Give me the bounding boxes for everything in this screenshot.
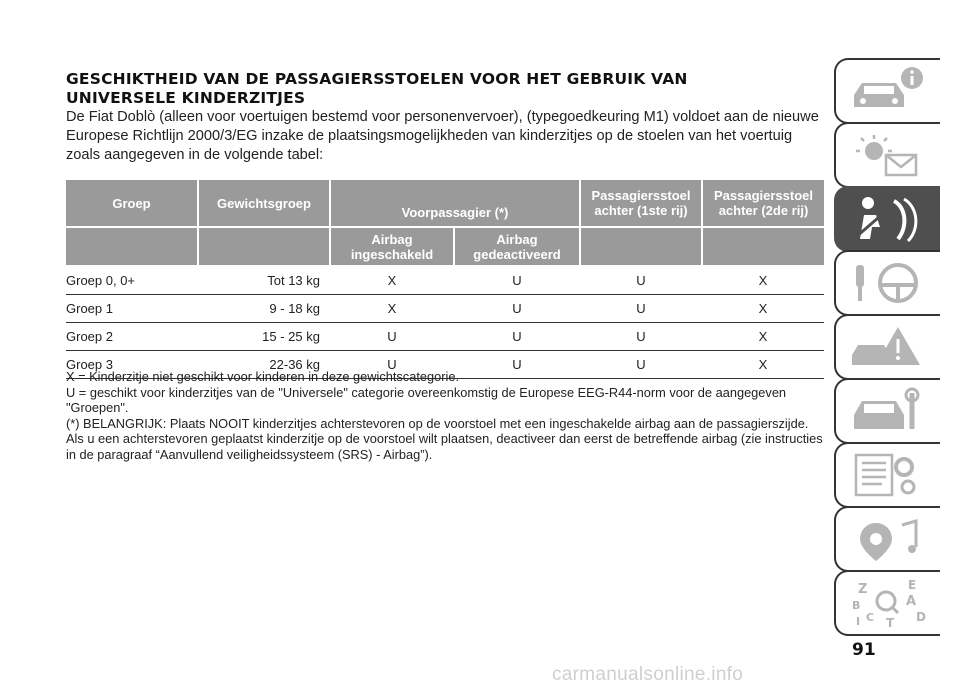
specs-gear-icon bbox=[846, 449, 930, 501]
cell-airbag-off: U bbox=[454, 323, 580, 351]
index-letter: B bbox=[852, 599, 861, 612]
header-airbag-gedeactiveerd: Airbag gedeactiveerd bbox=[454, 227, 580, 266]
tab-technical-data[interactable] bbox=[834, 442, 940, 508]
subheader-empty bbox=[198, 227, 330, 266]
tab-starting-driving[interactable] bbox=[834, 250, 940, 316]
table-row bbox=[66, 323, 824, 351]
cell-gewicht: 15 - 25 kg bbox=[198, 323, 330, 351]
steering-key-icon bbox=[846, 257, 930, 309]
tab-lights-messages[interactable] bbox=[834, 122, 940, 188]
header-rear-row1: Passagiersstoel achter (1ste rij) bbox=[580, 180, 702, 227]
table-subheader-row bbox=[66, 227, 824, 266]
cell-groep: Groep 0, 0+ bbox=[66, 266, 198, 295]
tab-index[interactable] bbox=[834, 570, 940, 636]
cell-groep: Groep 1 bbox=[66, 295, 198, 323]
cell-rear1: U bbox=[580, 323, 702, 351]
cell-gewicht: 9 - 18 kg bbox=[198, 295, 330, 323]
cell-airbag-off: U bbox=[454, 351, 580, 379]
child-seat-table bbox=[66, 180, 824, 379]
header-groep: Groep bbox=[66, 180, 198, 227]
table-notes bbox=[66, 369, 826, 462]
intro-paragraph: De Fiat Doblò (alleen voor voertuigen bestemd voor personenvervoer), (typegoedkeuring M1) voldoet aan de nieuwe Europese Richtlijn 2000/3/EG inzake de plaatsingsmogelijkheden van kinderzitjes op de stoelen van het voertuig zoals aangegeven in de volgende tabel: bbox=[66, 109, 819, 163]
cell-gewicht: Tot 13 kg bbox=[198, 266, 330, 295]
watermark: carmanualsonline.info bbox=[552, 664, 744, 685]
index-letter: T bbox=[886, 616, 895, 629]
cell-rear1: U bbox=[580, 266, 702, 295]
car-wrench-icon bbox=[846, 385, 930, 437]
cell-gewicht: 22-36 kg bbox=[198, 351, 330, 379]
header-airbag-ingeschakeld: Airbag ingeschakeld bbox=[330, 227, 454, 266]
subheader-empty bbox=[580, 227, 702, 266]
cell-rear2: X bbox=[702, 266, 824, 295]
cell-airbag-on: U bbox=[330, 323, 454, 351]
table-header-row bbox=[66, 180, 824, 227]
cell-groep: Groep 2 bbox=[66, 323, 198, 351]
cell-airbag-on: X bbox=[330, 295, 454, 323]
note-u: U = geschikt voor kinderzitjes van de "Universele" categorie overeenkomstig de Europese EEG-R44-norm voor de aangegeven "Groepen". bbox=[66, 384, 787, 415]
subheader-empty bbox=[702, 227, 824, 266]
subheader-empty bbox=[66, 227, 198, 266]
cell-rear2: X bbox=[702, 295, 824, 323]
title-line-2: UNIVERSELE KINDERZITJES bbox=[66, 89, 306, 107]
note-important: (*) BELANGRIJK: Plaats NOOIT kinderzitjes achterstevoren op de voorstoel met een ingeschakelde airbag aan de passagierszijde. Als u een achterstevoren geplaatst kinderzitje op de voorstoel wilt plaatsen, deactiveer dan eerst de betreffende airbag (zie instructies in de paragraaf “Aanvullend veiligheidssysteem (SRS) - Airbag”). bbox=[66, 415, 823, 462]
multimedia-icon bbox=[846, 513, 930, 565]
cell-rear1: U bbox=[580, 351, 702, 379]
index-letter: E bbox=[908, 578, 917, 592]
cell-airbag-off: U bbox=[454, 266, 580, 295]
note-x: X = Kinderzitje niet geschikt voor kinderen in deze gewichtscategorie. bbox=[66, 369, 460, 384]
tab-multimedia[interactable] bbox=[834, 506, 940, 572]
header-gewichtsgroep: Gewichtsgroep bbox=[198, 180, 330, 227]
page-number: 91 bbox=[852, 640, 876, 660]
cell-groep: Groep 3 bbox=[66, 351, 198, 379]
tab-emergency[interactable] bbox=[834, 314, 940, 380]
tab-car-info[interactable] bbox=[834, 58, 940, 124]
cell-airbag-on: X bbox=[330, 266, 454, 295]
cell-rear2: X bbox=[702, 351, 824, 379]
cell-rear2: X bbox=[702, 323, 824, 351]
index-letter: I bbox=[856, 615, 861, 628]
header-voorpassagier: Voorpassagier (*) bbox=[330, 180, 580, 227]
title-line-1: GESCHIKTHEID VAN DE PASSAGIERSSTOELEN VOOR HET GEBRUIK VAN bbox=[66, 70, 688, 88]
table-row bbox=[66, 266, 824, 295]
cell-airbag-off: U bbox=[454, 295, 580, 323]
header-rear-row2: Passagiersstoel achter (2de rij) bbox=[702, 180, 824, 227]
cell-rear1: U bbox=[580, 295, 702, 323]
section-title bbox=[66, 70, 806, 108]
tab-maintenance[interactable] bbox=[834, 378, 940, 444]
seat-airbag-icon bbox=[846, 193, 930, 245]
car-info-icon bbox=[846, 65, 930, 117]
cell-airbag-on: U bbox=[330, 351, 454, 379]
car-warning-icon bbox=[846, 321, 930, 373]
tab-safety[interactable] bbox=[834, 186, 940, 252]
index-letters-icon bbox=[846, 577, 930, 629]
table-row bbox=[66, 295, 824, 323]
index-letter: Z bbox=[858, 582, 868, 597]
index-letter: C bbox=[866, 611, 875, 624]
index-letter: D bbox=[916, 610, 926, 624]
index-letter: A bbox=[906, 594, 917, 609]
lights-message-icon bbox=[846, 129, 930, 181]
